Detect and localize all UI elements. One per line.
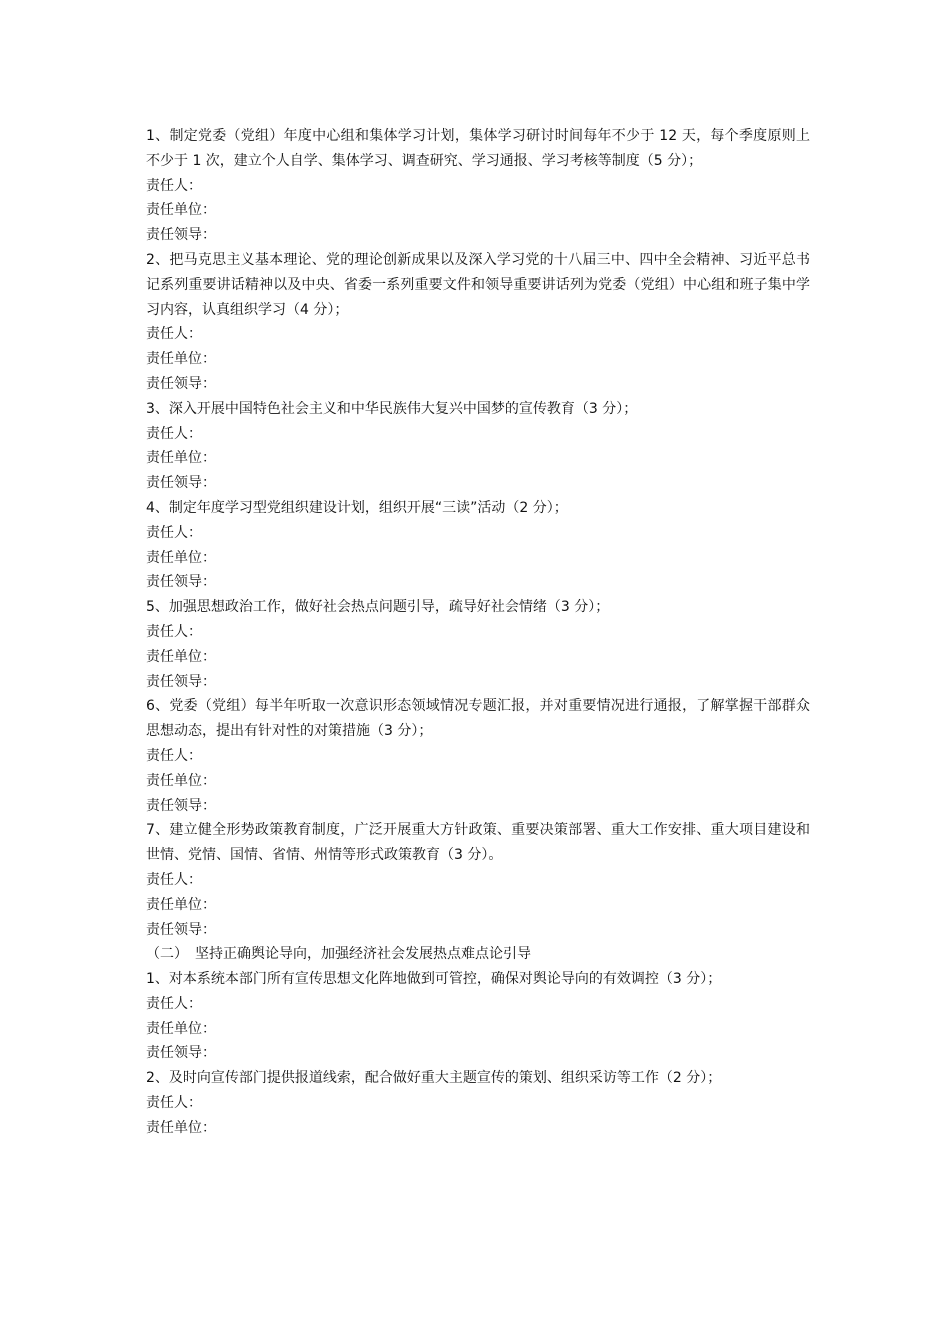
responsible-person-label: 责任人： (146, 623, 202, 640)
item-1-1-text: 1、制定党委（党组）年度中心组和集体学习计划，集体学习研讨时间每年不少于 12 天，每个季度原则上不少于 1 次，建立个人自学、集体学习、调查研究、学习通报、学习考核等制度（5 分）； (146, 128, 810, 169)
responsible-unit-label: 责任单位： (146, 202, 216, 219)
item-1-5-text: 5、加强思想政治工作，做好社会热点问题引导，疏导好社会情绪（3 分）； (146, 599, 610, 616)
responsible-unit-label: 责任单位： (146, 549, 216, 566)
item-1-4-text: 4、制定年度学习型党组织建设计划，组织开展“三读”活动（2 分）； (146, 499, 568, 516)
responsible-leader-label: 责任领导： (146, 673, 216, 690)
responsible-person-label: 责任人： (146, 326, 202, 343)
item-2-2-text: 2、及时向宣传部门提供报道线索，配合做好重大主题宣传的策划、组织采访等工作（2 分）； (146, 1070, 722, 1087)
responsible-person-label: 责任人： (146, 425, 202, 442)
responsible-person-label: 责任人： (146, 1095, 202, 1112)
item-1-7-text: 7、建立健全形势政策教育制度，广泛开展重大方针政策、重要决策部署、重大工作安排、重大项目建设和世情、党情、国情、省情、州情等形式政策教育（3 分）。 (146, 822, 810, 864)
responsible-person-label: 责任人： (146, 871, 202, 888)
responsible-person-label: 责任人： (146, 995, 202, 1012)
responsible-person-label: 责任人： (146, 177, 202, 194)
responsible-person-label: 责任人： (146, 524, 202, 541)
responsible-unit-label: 责任单位： (146, 1119, 216, 1136)
responsible-leader-label: 责任领导： (146, 375, 216, 392)
responsible-leader-label: 责任领导： (146, 921, 216, 938)
responsible-unit-label: 责任单位： (146, 1020, 216, 1037)
responsible-unit-label: 责任单位： (146, 450, 216, 467)
responsible-unit-label: 责任单位： (146, 772, 216, 789)
item-1-6-text: 6、党委（党组）每半年听取一次意识形态领域情况专题汇报，并对重要情况进行通报，了解掌握干部群众思想动态，提出有针对性的对策措施（3 分）； (146, 698, 810, 740)
responsible-leader-label: 责任领导： (146, 574, 216, 591)
item-2-1-text: 1、对本系统本部门所有宣传思想文化阵地做到可管控，确保对舆论导向的有效调控（3 分）； (146, 971, 722, 988)
responsible-person-label: 责任人： (146, 747, 202, 764)
responsible-unit-label: 责任单位： (146, 351, 216, 368)
item-1-3-text: 3、深入开展中国特色社会主义和中华民族伟大复兴中国梦的宣传教育（3 分）； (146, 400, 638, 417)
document-body (146, 124, 810, 1141)
responsible-leader-label: 责任领导： (146, 227, 216, 244)
responsible-leader-label: 责任领导： (146, 1045, 216, 1062)
item-1-2-text: 2、把马克思主义基本理论、党的理论创新成果以及深入学习党的十八届三中、四中全会精神、习近平总书记系列重要讲话精神以及中央、省委一系列重要文件和领导重要讲话列为党委（党组）中心组和班子集中学习内容，认真组织学习（4 分）； (146, 251, 810, 318)
responsible-leader-label: 责任领导： (146, 475, 216, 492)
responsible-unit-label: 责任单位： (146, 648, 216, 665)
responsible-unit-label: 责任单位： (146, 896, 216, 913)
section-2-heading: （二） 坚持正确舆论导向，加强经济社会发展热点难点论引导 (146, 946, 531, 963)
responsible-leader-label: 责任领导： (146, 797, 216, 814)
